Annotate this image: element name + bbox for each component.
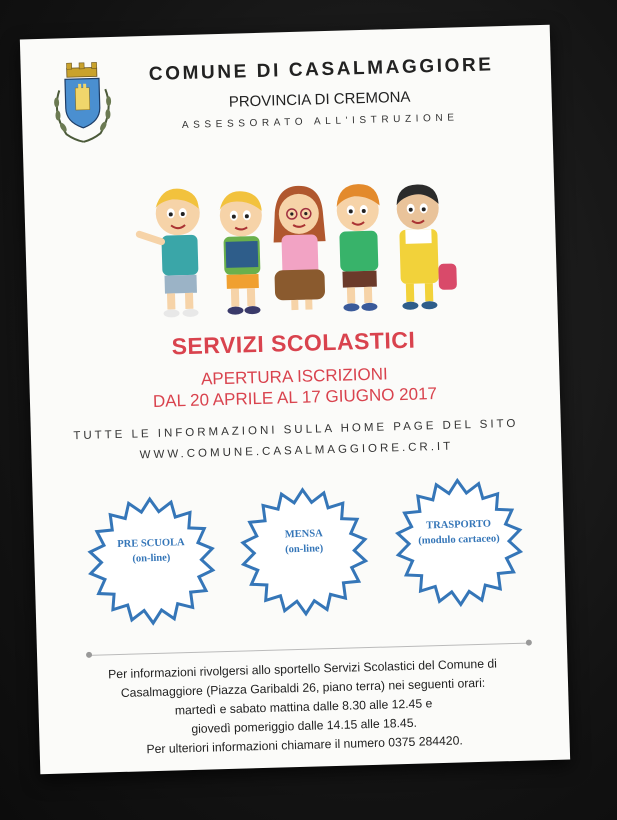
badge-label: PRE SCUOLA — [117, 537, 185, 551]
contact-info — [57, 653, 549, 762]
footer-line-1: Per informazioni rivolgersi allo sportello Servizi Scolastici del Comune di — [107, 656, 498, 682]
subtitle-line-2: DAL 20 APRILE AL 17 GIUGNO 2017 — [152, 384, 438, 411]
main-title: SERVIZI SCOLASTICI — [171, 326, 416, 360]
info-line-1: TUTTE LE INFORMAZIONI SULLA HOME PAGE DEL SITO — [73, 417, 519, 443]
badge-label: TRASPORTO — [426, 518, 492, 532]
divider-line — [89, 643, 529, 656]
divider-dot-left — [86, 652, 92, 658]
footer-line-3: martedì e sabato mattina dalle 8.30 alle 12.45 e — [174, 696, 433, 718]
badge-pre-scuola — [85, 494, 219, 628]
header-title: COMUNE DI CASALMAGGIORE — [148, 54, 494, 85]
badge-note: (modulo cartaceo) — [418, 533, 500, 547]
footer-line-2: Casalmaggiore (Piazza Garibaldi 26, piano terra) nei seguenti orari: — [120, 675, 486, 700]
divider-dot-right — [526, 639, 532, 645]
website-url: WWW.COMUNE.CASALMAGGIORE.CR.IT — [139, 440, 454, 462]
flyer-sheet — [20, 25, 570, 775]
badge-note: (on-line) — [132, 552, 171, 565]
badge-label: MENSA — [284, 528, 323, 541]
subtitle-line-1: APERTURA ISCRIZIONI — [200, 364, 388, 389]
footer-line-5: Per ulteriori informazioni chiamare il numero 0375 284420. — [146, 733, 463, 757]
badge-trasporto — [392, 476, 526, 610]
header-department: ASSESSORATO ALL'ISTRUZIONE — [181, 112, 459, 132]
badge-note: (on-line) — [285, 543, 324, 556]
children-cartoon-illustration — [132, 167, 466, 326]
header-province: PROVINCIA DI CREMONA — [228, 88, 411, 111]
coat-of-arms-icon — [46, 59, 118, 151]
footer-line-4: giovedì pomeriggio dalle 14.15 alle 18.45. — [191, 715, 418, 737]
badge-mensa — [237, 485, 371, 619]
